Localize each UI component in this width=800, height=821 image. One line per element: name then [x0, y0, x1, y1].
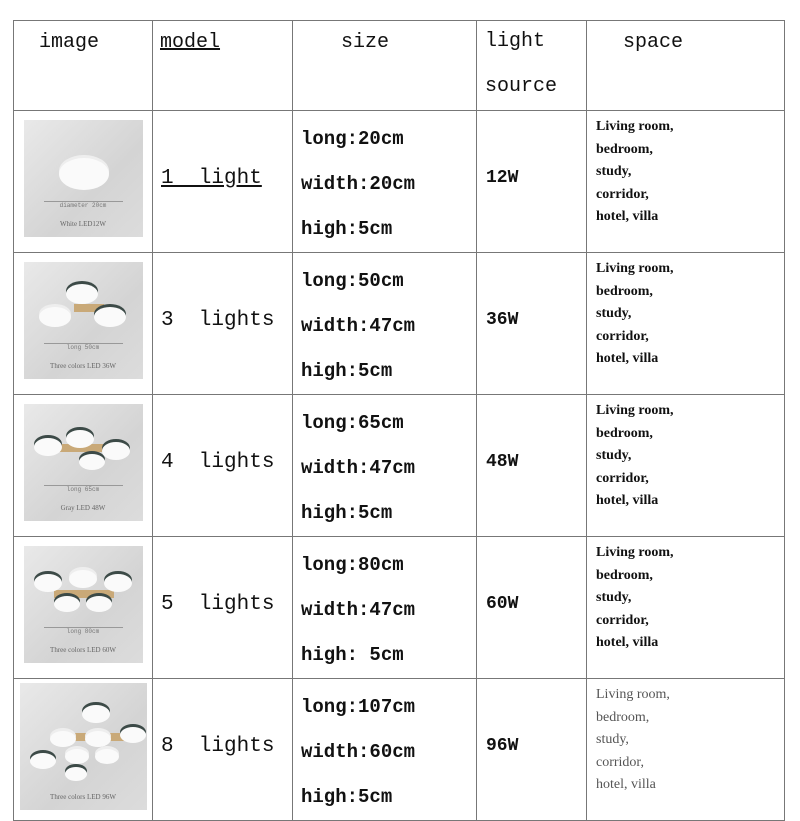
header-row	[14, 21, 785, 111]
spec-table	[13, 20, 785, 821]
model-cell: 4 lights	[161, 450, 275, 474]
light-source-cell: 36W	[486, 310, 519, 330]
space-cell: Living room, bedroom, study, corridor, hotel, villa	[596, 119, 674, 224]
model-cell: 8 lights	[161, 734, 275, 758]
size-cell: long:107cm width:60cm high:5cm	[301, 696, 416, 808]
product-image-4-lights: long 65cm Gray LED 48W	[24, 404, 143, 521]
light-source-cell: 96W	[486, 736, 519, 756]
header-model: model	[153, 21, 293, 111]
size-cell: long:80cm width:47cm high: 5cm	[301, 554, 416, 666]
header-light-source: light source	[477, 21, 587, 111]
product-image-1-light: diameter 20cm White LED12W	[24, 120, 143, 237]
size-cell: long:50cm width:47cm high:5cm	[301, 270, 416, 382]
space-cell: Living room, bedroom, study, corridor, hotel, villa	[596, 261, 674, 366]
table-row	[14, 111, 785, 253]
light-source-cell: 48W	[486, 452, 519, 472]
space-cell: Living room, bedroom, study, corridor, hotel, villa	[596, 403, 674, 508]
header-size: size	[293, 21, 477, 111]
table-row	[14, 395, 785, 537]
light-source-cell: 12W	[486, 168, 519, 188]
product-image-8-lights: Three colors LED 96W	[20, 683, 147, 810]
product-image-5-lights: long 80cm Three colors LED 60W	[24, 546, 143, 663]
model-cell: 1 light	[161, 166, 262, 190]
table-row	[14, 253, 785, 395]
light-source-cell: 60W	[486, 594, 519, 614]
header-space: space	[587, 21, 785, 111]
size-cell: long:20cm width:20cm high:5cm	[301, 128, 416, 240]
table-row	[14, 679, 785, 821]
product-image-3-lights: long 50cm Three colors LED 36W	[24, 262, 143, 379]
space-cell: Living room, bedroom, study, corridor, hotel, villa	[596, 545, 674, 650]
model-cell: 3 lights	[161, 308, 275, 332]
header-image: image	[14, 21, 153, 111]
size-cell: long:65cm width:47cm high:5cm	[301, 412, 416, 524]
table-row	[14, 537, 785, 679]
model-cell: 5 lights	[161, 592, 275, 616]
space-cell: Living room, bedroom, study, corridor, hotel, villa	[596, 687, 670, 792]
